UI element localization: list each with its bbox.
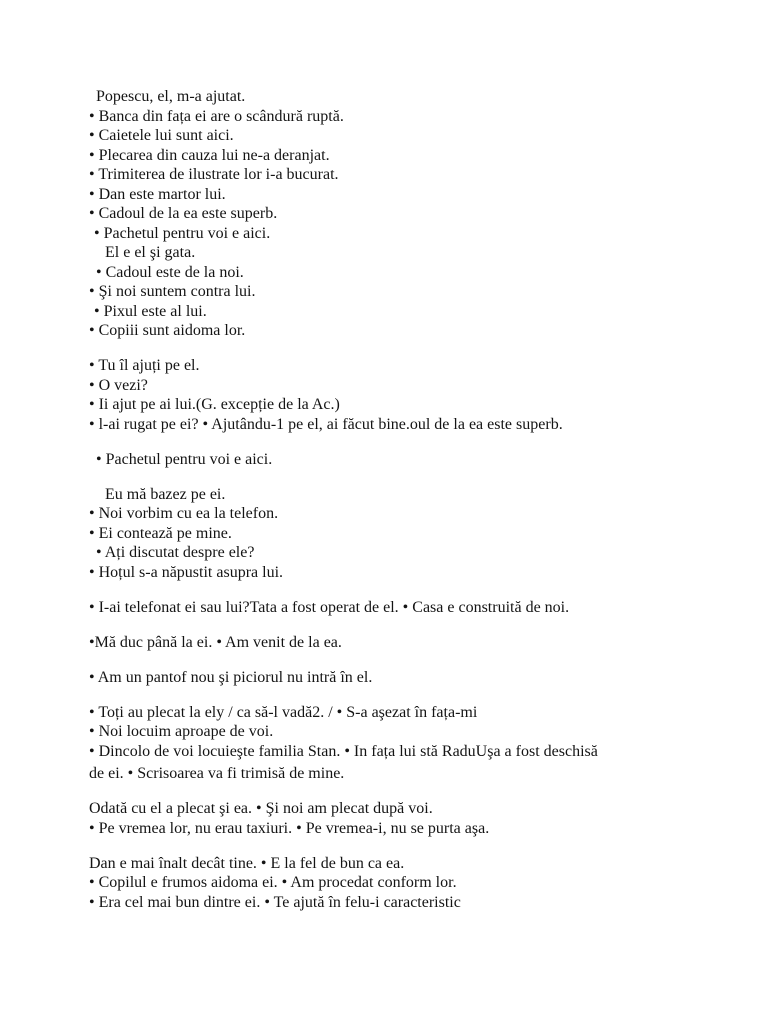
text-line: • Caietele lui sunt aici. [89,127,234,144]
document-body [89,87,729,928]
text-line: • Şi noi suntem contra lui. [89,283,256,300]
text-line: El e el şi gata. [105,244,196,261]
paragraph [89,598,729,618]
text-line: • Banca din fața ei are o scândură ruptă. [89,107,344,125]
text-line: • Am un pantof nou şi piciorul nu intră în el. [89,668,373,686]
paragraph [89,450,729,470]
text-line: • Hoțul s-a năpustit asupra lui. [89,563,284,581]
text-line: • Pe vremea lor, nu erau taxiuri. • Pe vremea-i, nu se purta aşa. [89,819,490,837]
text-line: Odată cu el a plecat şi ea. • Şi noi am plecat după voi. [89,800,433,817]
text-line: de ei. • Scrisoarea va fi trimisă de mine. [89,765,345,782]
text-line: • Pixul este al lui. [94,302,207,320]
text-line: • Pachetul pentru voi e aici. [96,450,273,468]
paragraph [89,356,729,434]
text-line: Dan e mai înalt decât tine. • E la fel de bun ca ea. [89,854,405,872]
text-line: • Noi vorbim cu ea la telefon. [89,505,279,522]
text-line: • I-ai telefonat ei sau lui?Tata a fost operat de el. • Casa e construită de noi. [89,598,570,616]
text-line: • Plecarea din cauza lui ne-a deranjat. [89,146,330,164]
text-line: • Toți au plecat la ely / ca să-l vadă2. / • S-a aşezat în fața-mi [89,703,478,721]
text-line: • Tu îl ajuți pe el. [89,357,200,374]
paragraph [89,633,729,653]
text-line: • Dan este martor lui. [89,185,226,203]
text-line: Popescu, el, m-a ajutat. [96,88,246,105]
paragraph [89,703,729,784]
text-line: • Era cel mai bun dintre ei. • Te ajută în felu-i caracteristic [89,893,461,911]
text-line: • Copiii sunt aidoma lor. [89,322,246,339]
text-line: • Trimiterea de ilustrate lor i-a bucurat. [89,166,339,183]
text-line: • Pachetul pentru voi e aici. [94,224,271,242]
text-line: • Noi locuim aproape de voi. [89,723,274,740]
text-line: • Cadoul este de la noi. [96,263,244,281]
paragraph [89,854,729,913]
text-line: • O vezi? [89,376,148,394]
paragraph [89,668,729,688]
text-line: • l-ai rugat pe ei? • Ajutându-1 pe el, ai făcut bine.oul de la ea este superb. [89,415,563,433]
text-line: •Mă duc până la ei. • Am venit de la ea. [89,633,342,651]
text-line: • Dincolo de voi locuieşte familia Stan. • In fața lui stă RaduUşa a fost deschisă [89,742,598,760]
text-line: • Ei contează pe mine. [89,524,232,542]
paragraph [89,799,729,838]
text-line: Eu mă bazez pe ei. [105,485,226,503]
text-line: • Ii ajut pe ai lui.(G. excepție de la Ac.) [89,396,340,413]
text-line: • Ați discutat despre ele? [96,544,255,561]
text-line: • Cadoul de la ea este superb. [89,205,278,222]
paragraph [89,87,729,341]
paragraph [89,485,729,583]
text-line: • Copilul e frumos aidoma ei. • Am procedat conform lor. [89,874,457,891]
